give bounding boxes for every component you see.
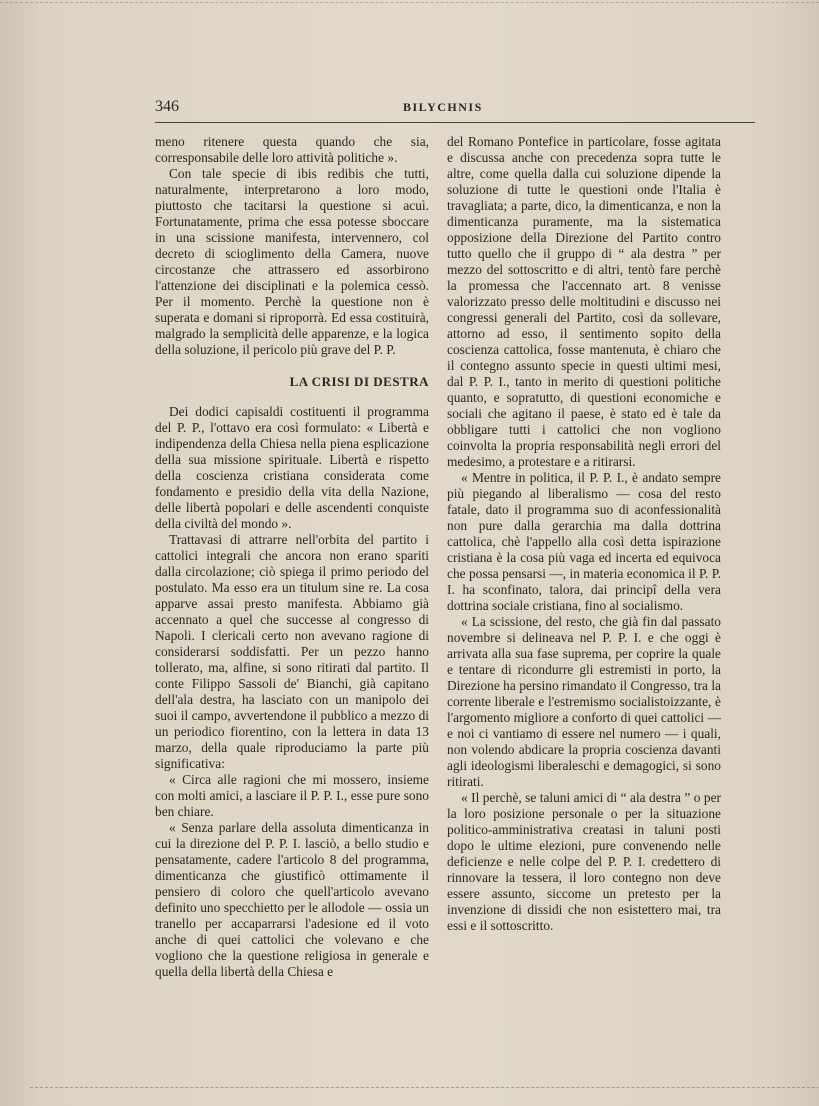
paragraph: « Mentre in politica, il P. P. I., è andato sempre più piegando al liberalismo — cosa del resto fatale, dato il programma suo di aconfessionalità non pure dalla gerarchia ma dalla dottrina cattolica, chè l'appello alla così detta ispirazione cristiana è la cosa più vaga ed incerta ed equivoca che possa pensarsi —, in materia economica il P. P. I. ha sconfinato, talora, dai principî della vera dottrina sociale cristiana, fino al socialismo. [447, 470, 721, 613]
paragraph: meno ritenere questa quando che sia, corresponsabile delle loro attività politiche ». [155, 134, 429, 165]
paragraph: « Il perchè, se taluni amici di “ ala destra ” o per la loro posizione personale o per la situazione politico-amministrativa creatasi in taluni posti dopo le ultime elezioni, pure convenendo nelle deficienze e nelle colpe del P. P. I. credettero di rinnovare la tessera, il loro contegno non deve essere assunto, siccome un pretesto per la invenzione di dissidi che non esistettero mai, tra essi e il sottoscritto. [447, 790, 721, 933]
header-rule [155, 122, 755, 123]
page-bottom-edge [30, 1087, 819, 1091]
paragraph: « Senza parlare della assoluta dimenticanza in cui la direzione del P. P. I. lasciò, a bello studio e pensatamente, cadere l'articolo 8 del programma, dimenticanza che giustificò ottimamente il pensiero di coloro che quell'articolo avevano definito uno specchietto per le allodole — ossia un tranello per accaparrarsi l'adesione ed il voto anche di quei cattolici che volevano e che vogliono che la questione religiosa in generale e quella della libertà della Chiesa e [155, 820, 429, 979]
left-column [155, 134, 429, 980]
running-title: BILYCHNIS [403, 100, 483, 114]
paragraph: del Romano Pontefice in particolare, fosse agitata e discussa anche con precedenza sopra tutte le altre, come quella dalla cui soluzione dipende la soluzione di tutte le questioni onde l'Italia è travagliata; a parte, dico, la dimenticanza, e non la dimenticanza puramente, ma la sistematica opposizione della Direzione del Partito contro tutto quello che il gruppo di “ ala destra ” per mezzo del sottoscritto e di altri, tentò fare perchè la promessa che l'accennato art. 8 venisse valorizzato presso delle moltitudini e discusso nei congressi generali del Partito, così da sollevare, attorno ad esso, il sentimento sopito della coscienza cattolica, fosse mantenuta, è chiaro che il contegno assunto specie in questi ultimi mesi, dal P. P. I., tanto in merito di questioni politiche quanto, e sopratutto, di questioni economiche e sociali che agitano il paese, è stato ed è tale da obbligare tutti i cattolici che non vogliono coinvolta la propria responsabilità negli errori del medesimo, a protestare e a ritirarsi. [447, 134, 721, 469]
page-number: 346 [155, 98, 179, 115]
page-top-edge [0, 2, 819, 5]
right-column [447, 134, 721, 934]
paragraph: « La scissione, del resto, che già fin dal passato novembre si delineava nel P. P. I. e che oggi è arrivata alla sua fase suprema, per coprire la quale e tentare di ricondurre gli estremisti in porto, la Direzione ha persino rimandato il Congresso, tra la corrente liberale e l'estremismo socialistoizzante, è l'argomento migliore a conforto di quei cattolici — e noi ci vantiamo di essere nel numero — i quali, non volendo abdicare la propria coscienza davanti agli ideologismi liberaleschi e demagogici, si sono ritirati. [447, 614, 721, 789]
paragraph: Con tale specie di ibis redibis che tutti, naturalmente, interpretarono a loro modo, piuttosto che tacitarsi la questione si acuì. Fortunatamente, prima che essa potesse sboccare in una scissione manifesta, intervennero, col decreto di scioglimento della Camera, nuove circostanze che attrassero ed assorbirono l'attenzione dei disciplinati e la polemica cessò. Per il momento. Perchè la questione non è superata e domani si riproporrà. Ed essa costituirà, malgrado la semplicità delle apparenze, e la logica della soluzione, il pericolo più grave del P. P. [155, 166, 429, 357]
paragraph: Trattavasi di attrarre nell'orbita del partito i cattolici integrali che ancora non erano spariti dalla circolazione; ciò spiega il primo periodo del postulato. Ma esso era un titulum sine re. La cosa apparve assai presto manifesta. Abbiamo già accennato a quel che successe al congresso di Napoli. I clericali certo non avevano ragione di considerarsi soddisfatti. Per un pezzo hanno tollerato, ma, alfine, si sono ritirati dal partito. Il conte Filippo Sassoli de' Bianchi, già capitano dell'ala destra, ha lasciato con un manipolo dei suoi il campo, avvertendone il pubblico a mezzo di un periodico fiorentino, con la lettera in data 13 marzo, della quale riproduciamo la parte più significativa: [155, 532, 429, 771]
section-heading: LA CRISI DI DESTRA [289, 374, 429, 389]
paragraph: Dei dodici capisaldi costituenti il programma del P. P., l'ottavo era così formulato: « Libertà e indipendenza della Chiesa nella piena esplicazione della sua missione spirituale. Libertà e rispetto della coscienza cristiana considerata come fondamento e presidio della vita della Nazione, delle libertà popolari e delle ascendenti conquiste della civiltà del mondo ». [155, 404, 429, 531]
paragraph: « Circa alle ragioni che mi mossero, insieme con molti amici, a lasciare il P. P. I., esse pure sono ben chiare. [155, 772, 429, 819]
page-header [155, 96, 755, 118]
